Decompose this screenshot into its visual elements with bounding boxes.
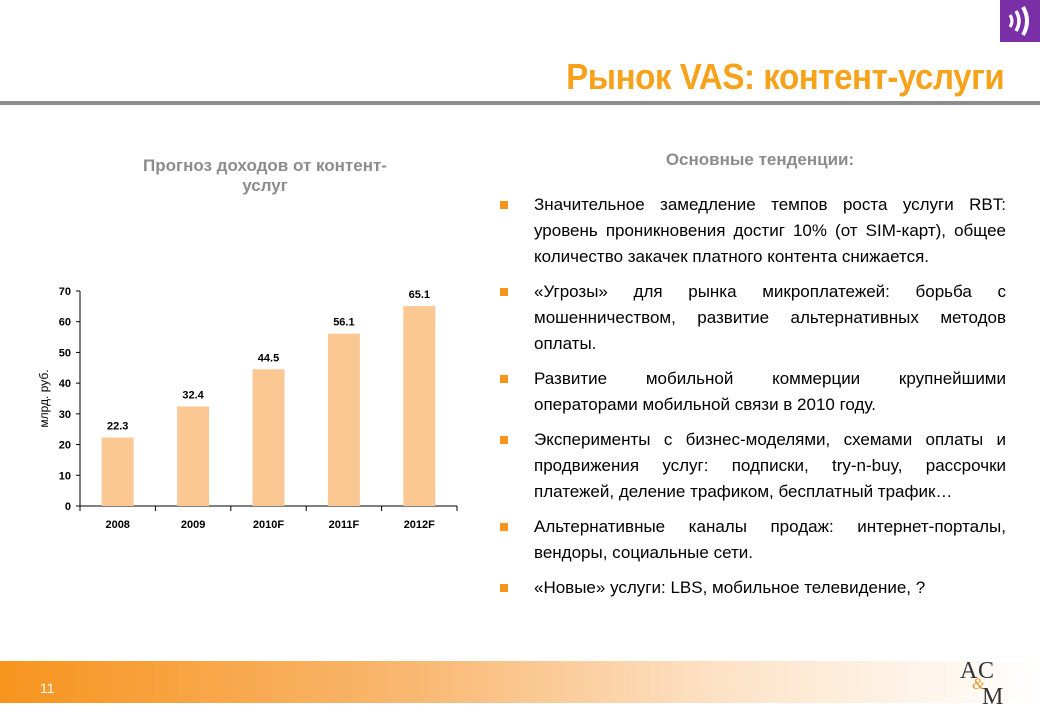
acm-logo-amp: & bbox=[972, 676, 985, 693]
y-tick-label: 0 bbox=[64, 501, 71, 513]
bar-2011F bbox=[328, 334, 360, 506]
list-item bbox=[500, 427, 1006, 505]
x-tick-label: 2009 bbox=[180, 519, 206, 531]
list-item bbox=[500, 366, 1006, 418]
acm-logo bbox=[958, 656, 1014, 706]
chart-title: Прогноз доходов от контент-услуг bbox=[143, 156, 387, 195]
data-label: 65.1 bbox=[408, 289, 431, 302]
sound-waves-icon bbox=[1000, 0, 1040, 42]
trends-title: Основные тенденции: bbox=[665, 150, 855, 169]
bar-2012F bbox=[403, 306, 435, 506]
bullet-text: Эксперименты с бизнес-моделями, схемами оплаты и продвижения услуг: подписки, try-n-buy, рассрочки платежей, деление трафиком, бесплатный трафик… bbox=[534, 430, 1006, 501]
y-tick-label: 30 bbox=[58, 408, 71, 421]
y-tick-label: 20 bbox=[58, 439, 71, 452]
data-label: 56.1 bbox=[333, 316, 355, 329]
y-tick-label: 40 bbox=[58, 378, 71, 391]
data-label: 44.5 bbox=[257, 352, 280, 365]
bar-2008 bbox=[102, 438, 134, 506]
list-item bbox=[500, 514, 1006, 566]
x-tick-label: 2008 bbox=[105, 519, 130, 531]
y-tick-label: 60 bbox=[58, 316, 71, 329]
bullet-square-icon bbox=[500, 584, 508, 592]
data-label: 32.4 bbox=[182, 389, 204, 402]
y-tick-label: 10 bbox=[58, 470, 71, 483]
bullet-text: «Угрозы» для рынка микроплатежей: борьба с мошенничеством, развитие альтернативных методов оплаты. bbox=[534, 282, 1006, 353]
bullet-square-icon bbox=[500, 201, 508, 209]
list-item bbox=[500, 575, 1006, 601]
acm-logo-m: M bbox=[982, 684, 1004, 706]
slide-title: Рынок VAS: контент-услуги bbox=[565, 56, 1004, 97]
bar-2009 bbox=[177, 406, 209, 506]
y-tick-label: 70 bbox=[58, 286, 71, 298]
brand-logo-box bbox=[1000, 0, 1040, 42]
bullet-square-icon bbox=[500, 436, 508, 444]
list-item bbox=[500, 192, 1006, 270]
list-item bbox=[500, 279, 1006, 357]
acm-logo-c: C bbox=[978, 658, 995, 684]
bar-2010F bbox=[253, 369, 285, 506]
trends-list bbox=[500, 192, 1006, 610]
y-axis-label: млрд. руб. bbox=[37, 369, 51, 428]
bullet-square-icon bbox=[500, 288, 508, 296]
bullet-square-icon bbox=[500, 375, 508, 383]
y-tick-label: 50 bbox=[58, 347, 71, 360]
bullet-text: Альтернативные каналы продаж: интернет-порталы, вендоры, социальные сети. bbox=[534, 517, 1006, 562]
bullet-square-icon bbox=[500, 523, 508, 531]
bullet-text: «Новые» услуги: LBS, мобильное телевидение, ? bbox=[534, 578, 926, 597]
x-tick-label: 2011F bbox=[328, 519, 360, 531]
page-number: 11 bbox=[40, 680, 55, 696]
bullet-text: Развитие мобильной коммерции крупнейшими операторами мобильной связи в 2010 году. bbox=[534, 369, 1006, 414]
bullet-text: Значительное замедление темпов роста услуги RBT: уровень проникновения достиг 10% (от SIM-карт), общее количество закачек платного контента снижается. bbox=[534, 195, 1006, 266]
bar-chart bbox=[0, 0, 480, 560]
x-tick-label: 2010F bbox=[252, 519, 285, 531]
x-tick-label: 2012F bbox=[403, 519, 435, 531]
footer-bar bbox=[0, 661, 1040, 703]
acm-logo-a: A bbox=[960, 658, 978, 684]
data-label: 22.3 bbox=[106, 420, 129, 433]
